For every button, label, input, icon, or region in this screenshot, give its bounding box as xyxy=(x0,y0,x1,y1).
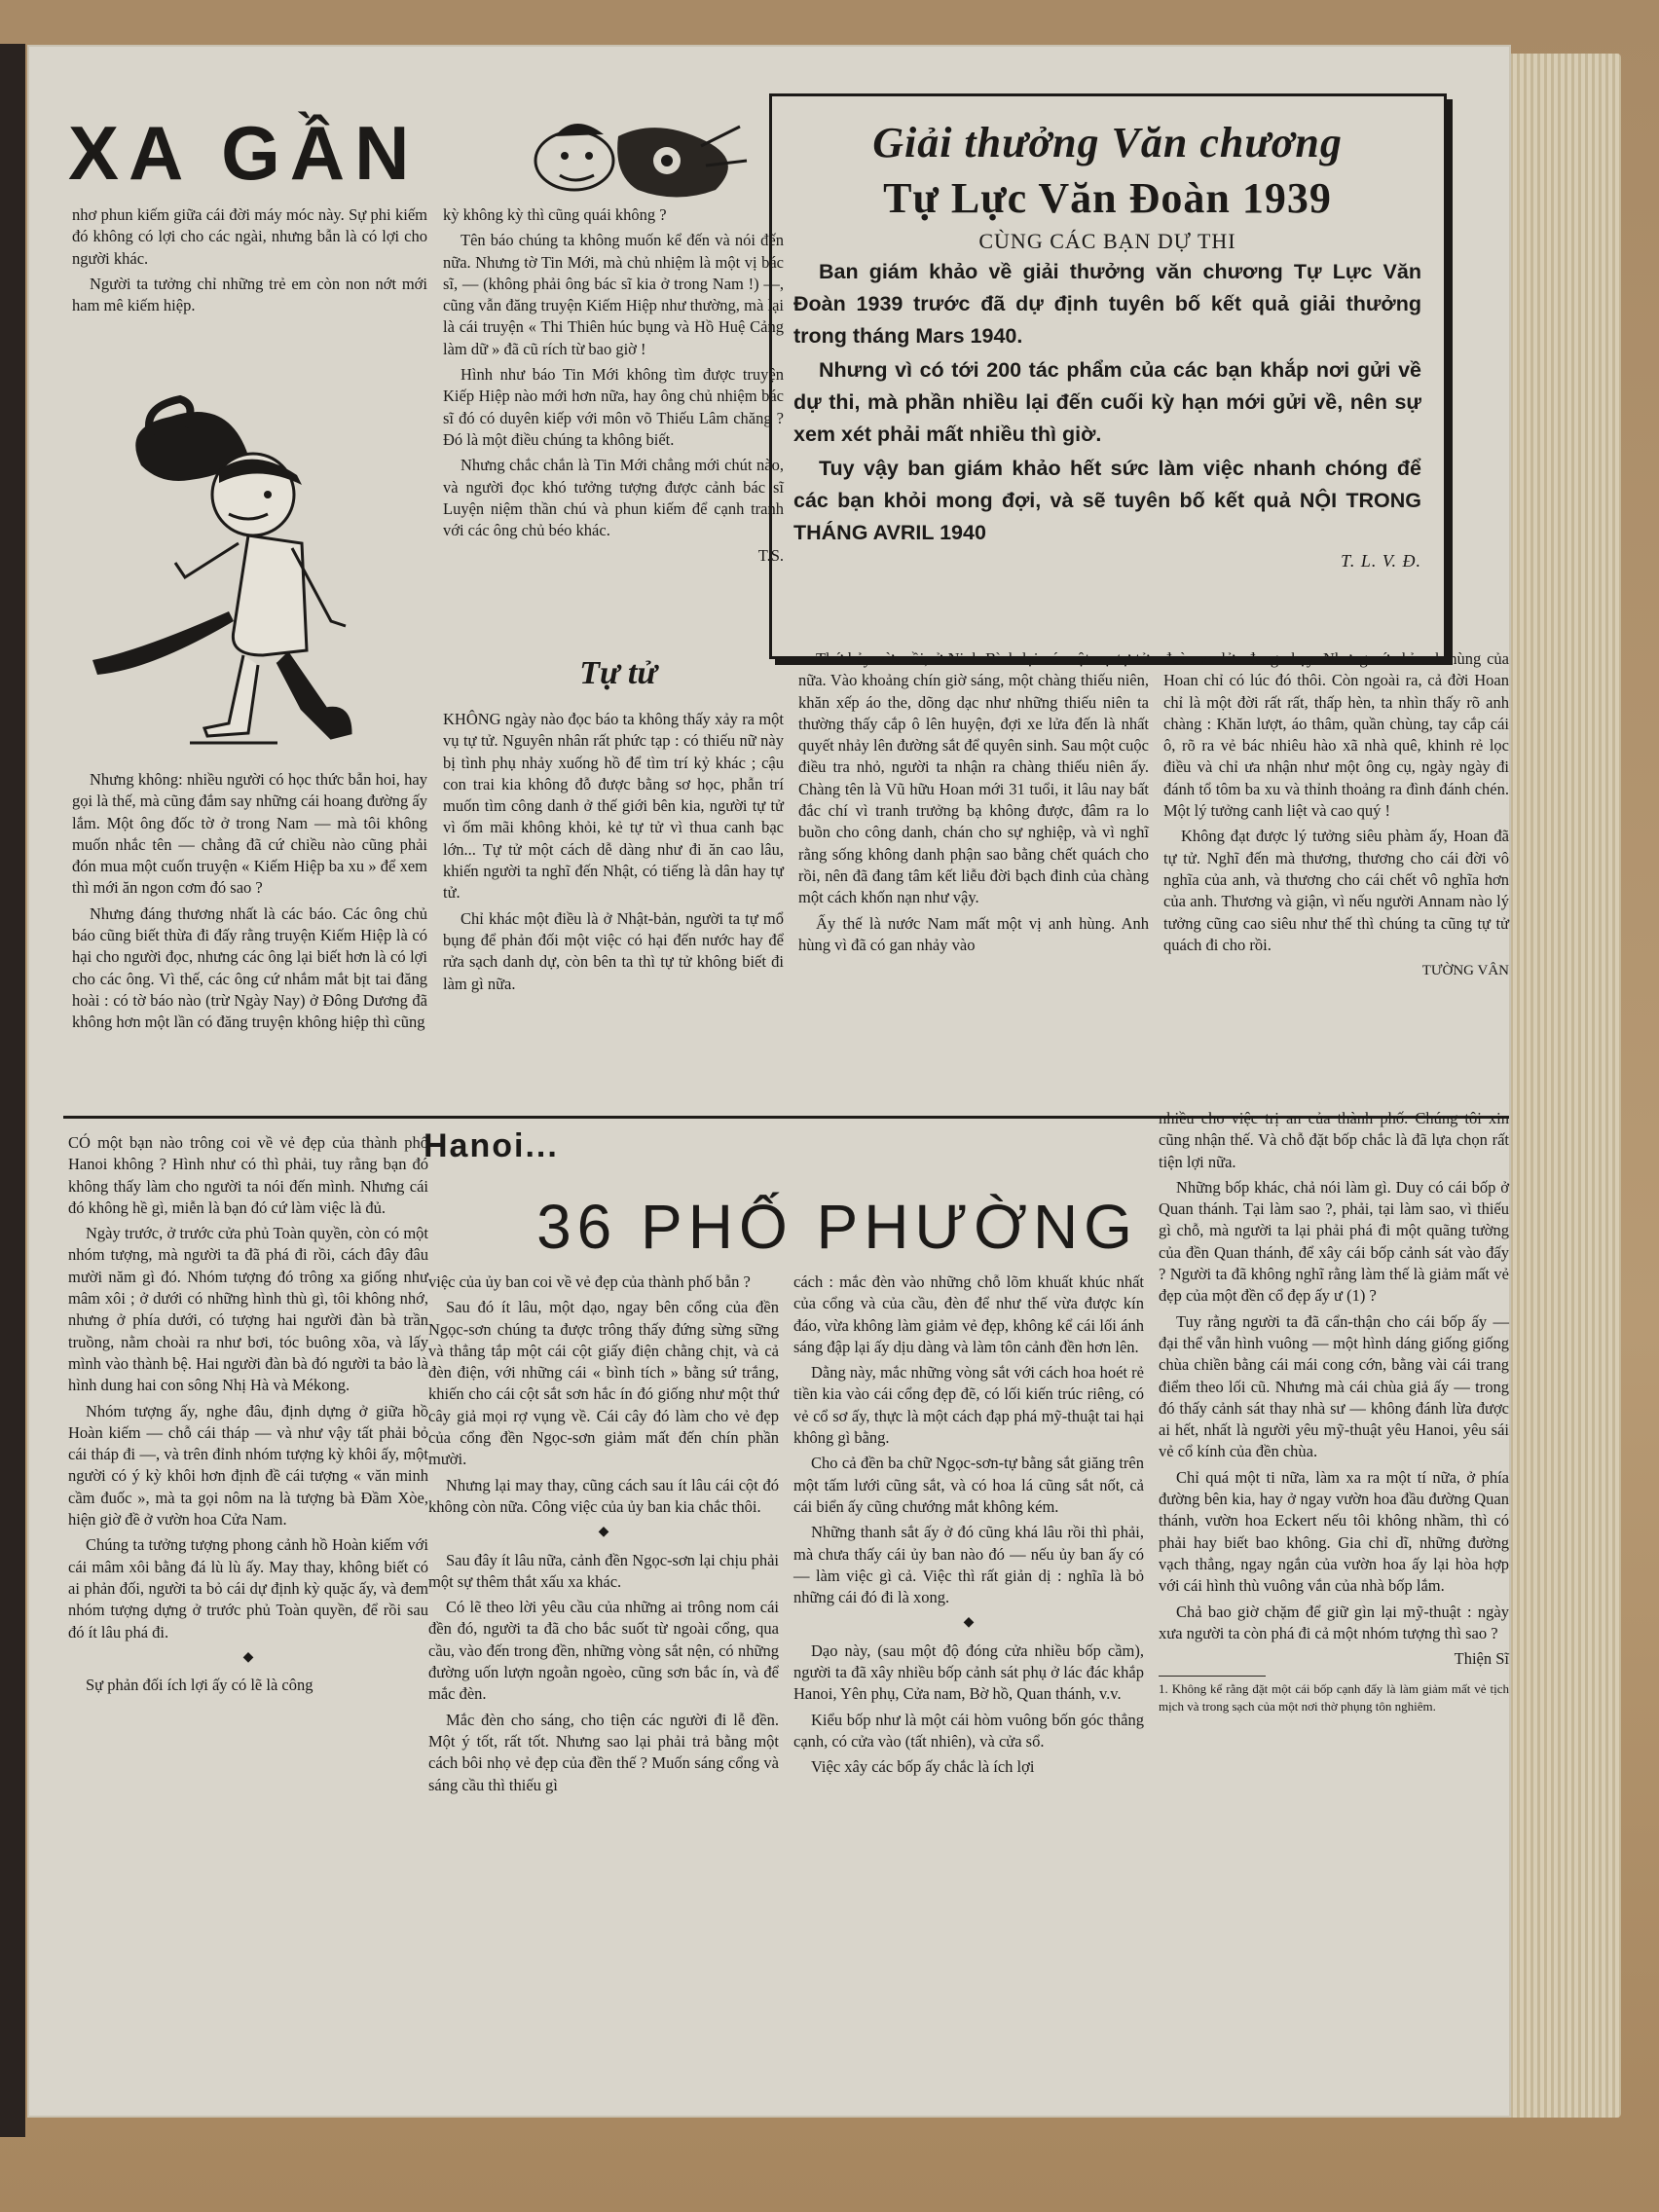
tutu-para: KHÔNG ngày nào đọc báo ta không thấy xảy ra một vụ tự tử. Nguyên nhân rất phức tạp : có thiếu nữ này bị tình phụ nhảy xuống hồ để tìm trí kỷ khác ; cậu con trai kia không đỗ được bằng sơ học, phẫn trí muốn tìm công danh ở thế giới bên kia, người tự tử vì ốm mãi không khỏi, kẻ tự tử vì thua canh bạc lớn... Tự tử một cách dễ dàng như đi ăn cao lâu, khiến người ta nghĩ đến Nhật, có tiếng là dân hay tự tử. xyxy=(443,710,784,903)
hanoi-column-3 xyxy=(793,1272,1144,1783)
xagan-para: Nhưng chắc chắn là Tin Mới chẳng mới chút nào, và người đọc khó tưởng tượng được cảnh bác sĩ Luyện niệm thần chú và phun kiếm để cạnh tranh với các ông chủ béo khác. xyxy=(443,456,784,540)
diamond-separator-icon: ◆ xyxy=(242,1649,254,1665)
prize-subheading: CÙNG CÁC BẠN DỰ THI xyxy=(978,229,1236,253)
hanoi-para: nhiều cho việc trị an của thành phố. Chúng tôi xin cũng nhận thế. Và chỗ đặt bốp chắc là đã lựa chọn rất tiện lợi nữa. xyxy=(1159,1109,1509,1171)
hanoi-para: Những bốp khác, chả nói làm gì. Duy có cái bốp ở Quan thánh. Tại làm sao ?, phải, tại làm sao, vì thiếu gì chỗ, mà người ta lại phải phá đi một quãng tường của đền Quan thánh, để xây cái bốp cảnh sát vào đấy ? Người ta đã không nghĩ rằng làm thế là giảm mất vẻ đẹp của một đền cổ đẹp ấy ư (1) ? xyxy=(1159,1177,1509,1306)
tutu-column-2 xyxy=(798,648,1149,960)
prize-paragraph: Ban giám khảo về giải thưởng văn chương Tự Lực Văn Đoàn 1939 trước đã dự định tuyên bố kết quả giải thưởng trong tháng Mars 1940. xyxy=(793,260,1421,348)
xagan-para: Nhưng không: nhiều người có học thức bẫn hoi, hay gọi là thế, mà cũng đắm say những cái hoang đường ấy lắm. Một ông đốc tờ ở trong Nam — mà tôi không muốn nhắc tên — chẳng đã cứ chiều nào cũng phải đón mua một cuốn truyện « Kiếm Hiệp ba xu » để xem thì mới ăn ngon cơm đó sao ? xyxy=(72,770,427,898)
xagan-column-1 xyxy=(72,204,427,320)
hanoi-para: việc của ủy ban coi về vẻ đẹp của thành phố bẫn ? xyxy=(428,1272,751,1291)
hanoi-para: Ngày trước, ở trước cửa phủ Toàn quyền, còn có một nhóm tượng, mà người ta đã phá đi rồi, cách đây đâu mười năm gì đó. Nhóm tượng đó trông xa giống như mâm xôi ; ở dưới có những hình thù gì, tôi không nhớ, nhưng ở phía dưới, có tượng hai người đàn bà trần truồng, nằm choài ra như bơi, tóc buông xõa, và lấy mình vào thành bệ. Hai người đàn bà đó người ta bảo là hình dung hai con sông Nhị Hà và Mékong. xyxy=(68,1224,428,1395)
tutu-column-1 xyxy=(443,709,784,999)
page-stack-edge xyxy=(1499,54,1621,2118)
prize-paragraph: Tuy vậy ban giám khảo hết sức làm việc nhanh chóng để các bạn khỏi mong đợi, và sẽ tuyên bố kết quả NỘI TRONG THÁNG AVRIL 1940 xyxy=(793,457,1421,544)
xagan-column-1b xyxy=(72,769,427,1038)
hanoi-para: Cho cả đền ba chữ Ngọc-sơn-tự bằng sắt giăng trên một tấm lưới cũng sắt, và có hoa lá cũng sắt nốt, cả cái biển ấy cũng chướng mắt không kém. xyxy=(793,1454,1144,1516)
prize-paragraph: Nhưng vì có tới 200 tác phẩm của các bạn khắp nơi gửi về dự thi, mà phần nhiều lại đến cuối kỳ hạn mới gửi về, nên sự xem xét phải mất nhiều thì giờ. xyxy=(793,358,1421,446)
tutu-para: Chỉ khác một điều là ở Nhật-bản, người ta tự mổ bụng để phản đối một việc có hại đến nước hay để rửa sạch danh dự, còn bên ta thì tự tử không biết đi làm gì nữa. xyxy=(443,908,784,993)
prize-body xyxy=(793,256,1421,549)
swordsman-cartoon-icon xyxy=(83,387,414,762)
prize-heading-line1: Giải thưởng Văn chương xyxy=(872,119,1343,166)
tutu-para: Không đạt được lý tưởng siêu phàm ấy, Hoan đã tự tử. Nghĩ đến mà thương, thương cho cái đời vô nghĩa của anh, và thương cho cái chết vô nghĩa hơn của anh. Thương và giận, vì nếu người Annam nào lý tưởng cũng cao siêu như thế thì chúng ta cũng tự tử quách đi cho rồi. xyxy=(1163,827,1509,954)
hanoi-column-1 xyxy=(68,1132,428,1700)
prize-signature: T. L. V. Đ. xyxy=(1341,551,1421,571)
hanoi-signature: Thiện Sĩ xyxy=(1454,1649,1509,1669)
hanoi-para: Sau đây ít lâu nữa, cảnh đền Ngọc-sơn lại chịu phải một sự thêm thắt xấu xa khác. xyxy=(428,1550,779,1591)
tutu-para: Thứ bảy vừa rồi, ở Ninh-Bình lại có một vụ tự tử nữa. Vào khoảng chín giờ sáng, một chàng thiếu niên, khăn xếp áo the, dõng dạc như những thiếu niên ta thường thấy cắp ô lên huyện, đợi xe lửa đến là nhất quyết nhảy lên đường sắt để quyên sinh. Sau một cuộc điều tra nhỏ, người ta nhận ra chàng thiếu niên ấy. Chàng tên là Vũ hữu Hoan mới 31 tuổi, it lâu nay bất đắc chí vì tranh trưởng bạ không được, đâm ra lo buồn cho công danh, chán cho sự nghiệp, và vì nghĩ rằng sống không danh phận sao bằng chết quách cho rồi, nên đã đang tâm kết liễu đời bạch đinh của chàng một cách khốn nạn như vậy. xyxy=(798,649,1149,907)
prize-heading-line2: Tự Lực Văn Đoàn 1939 xyxy=(883,174,1332,222)
masthead-cartoon-icon xyxy=(521,107,755,209)
hanoi-para: Kiểu bốp như là một cái hòm vuông bốn góc thẳng cạnh, có cửa vào (tất nhiên), và cửa sổ. xyxy=(793,1710,1144,1751)
xagan-para: Nhưng đáng thương nhất là các báo. Các ông chủ báo cũng biết thừa đi đấy rằng truyện Kiếm Hiệp là có hại cho người đọc, nhưng các ông lại biết hơn là có lợi cho các ông. Vì thế, các ông cứ nhắm mắt bịt tai đăng hoài : có tờ báo nào (trừ Ngày Nay) ở Đông Dương đã không hơn một lần có đăng truyện không hiệp thì cũng xyxy=(72,903,427,1032)
xagan-para: Người ta tưởng chỉ những trẻ em còn non nớt mới ham mê kiếm hiệp. xyxy=(72,274,427,315)
xagan-column-2 xyxy=(443,204,784,568)
hanoi-column-4 xyxy=(1159,1108,1509,1715)
hanoi-footnote: 1. Không kể rằng đặt một cái bốp cạnh đấy là làm giảm mất vẻ tịch mịch và trong sạch của một nơi thờ phụng tôn nghiêm. xyxy=(1159,1681,1509,1714)
prize-announcement-box xyxy=(769,93,1447,659)
hanoi-para: CÓ một bạn nào trông coi về vẻ đẹp của thành phố Hanoi không ? Hình như có thì phải, tuy rằng bạn đó không thấy làm cho người ta nói đến mình. Nhưng cái đó không hề gì, miễn là bạn đó cứ làm việc là đủ. xyxy=(68,1133,428,1217)
hanoi-para: Nhóm tượng ấy, nghe đâu, định dựng ở giữa hồ Hoàn kiếm — chỗ cái tháp — và như vậy tất phải bỏ cái tháp đi —, và trên đỉnh nhóm tượng kỳ khôi ấy, một người có ý kỳ khôi hơn định đề cái tượng « văn minh cầm đuốc », mà ta gọi nôm na là tượng bà Đầm Xòe, hiện giờ đề ở vườn hoa Cửa Nam. xyxy=(68,1401,428,1530)
binder-spine xyxy=(0,44,25,2137)
hanoi-para: Có lẽ theo lời yêu cầu của những ai trông nom cái đền đó, người ta đã cho bắc suốt từ ngoài cổng, qua cầu, vào đến trong đền, những vòng sắt nện, có những đường uốn lượn ngoằn ngoèo, cũng sơn bắc ín, và để mắc đèn. xyxy=(428,1598,779,1704)
hanoi-para: Sự phản đối ích lợi ấy có lẽ là công xyxy=(86,1676,313,1695)
tutu-signature: TƯỜNG VÂN xyxy=(1421,963,1509,979)
hanoi-para: Chỉ quá một ti nữa, làm xa ra một tí nữa, ở phía đường bên kia, hay ở ngay vườn hoa đầu đường Quan thánh, vườn hoa Eckert nếu tôi không nhầm, thì có phải hay biết bao không. Gia chỉ dĩ, những đường vạch thẳng, ngay ngắn của vườn hoa ấy lại hòa hợp với cái hình thù vuông vắn của nhà bốp lắm. xyxy=(1159,1467,1509,1596)
diamond-separator-icon: ◆ xyxy=(598,1525,609,1540)
hanoi-para: Việc xây các bốp ấy chắc là ích lợi xyxy=(811,1757,1035,1777)
tutu-para: đoàn xe lửa đang chạy. Nhưng cứ chỉ anh hùng của Hoan chỉ có lúc đó thôi. Còn ngoài ra, cả đời Hoan chỉ là một đời rất rất, thấp hèn, ta nhìn thấy rõ anh chàng : Khăn lượt, áo thâm, quần chùng, tay cắp cái ô, rõ ra vẻ bác nhiêu hào xã nhà quê, khinh rẻ lọc điều và chỉ ưa nhận như một ông cụ, ngày ngày đi đánh tổ tôm ba xu và thỉnh thoảng ra đình đánh chén. Một lý tưởng canh liệt và cao quý ! xyxy=(1163,649,1509,821)
column-title: XA GẦN xyxy=(68,110,420,196)
tutu-para: Ấy thế là nước Nam mất một vị anh hùng. Anh hùng vì đã có gan nhảy vào xyxy=(798,913,1149,954)
hanoi-para: Những thanh sắt ấy ở đó cũng khá lâu rồi thì phải, mà chưa thấy cái ủy ban nào đó — nếu ủy ban ấy có — làm việc gì cả. Việc thì rất giản dị : nghĩa là bỏ những cái đó đi là xong. xyxy=(793,1523,1144,1607)
hanoi-para: Nhưng lại may thay, cũng cách sau ít lâu cái cột đó không còn nữa. Công việc của ủy ban kia chắc thôi. xyxy=(428,1475,779,1516)
tutu-column-3 xyxy=(1163,648,1509,981)
hanoi-para: Dạo này, (sau một độ đóng cửa nhiều bốp cầm), người ta đã xây nhiều bốp cảnh sát phụ ở lác đác khắp Hanoi, Yên phụ, Cửa nam, Bờ hồ, Quan thánh, v.v. xyxy=(793,1641,1144,1704)
xagan-para: nhơ phun kiếm giữa cái đời máy móc này. Sự phi kiếm đó không có lợi cho các ngài, nhưng bẫn là có lợi cho người khác. xyxy=(72,205,427,268)
hanoi-para: Tuy rằng người ta đã cẩn-thận cho cái bốp ấy — đại thể vẫn hình vuông — một hình dáng giống giống chùa chiền bằng cái mái cong cớn, bằng vài cái trang điểm theo lối cũ. Nhưng mà cái chùa giả ấy — trong đó thấy cảnh sát thay nhà sư — không đánh lừa được ai hết, nhất là người yêu mỹ-thuật yêu Hanoi, yêu sái vẻ cổ kính của đền chùa. xyxy=(1159,1311,1509,1461)
newspaper-page xyxy=(29,47,1509,2116)
hanoi-para: Chúng ta tưởng tượng phong cảnh hồ Hoàn kiếm với cái mâm xôi bằng đá lù lù ấy. May thay, không biết có ai phản đối, người ta bỏ cái dự định kỳ quặc ấy, và đem nhóm tượng dựng ở trước phủ Toàn quyền, để rồi sau đó ít lâu phá đi. xyxy=(68,1535,428,1641)
diamond-separator-icon: ◆ xyxy=(963,1615,975,1631)
footnote-rule xyxy=(1159,1676,1266,1677)
hanoi-para: Sau đó ít lâu, một dạo, ngay bên cổng của đền Ngọc-sơn chúng ta được trông thấy đứng sừng sững và thẳng tắp một cái cột giấy điện chằng chịt, và cả đèn điện, với những cái « bình tích » bằng sứ trắng, khiến cho cái cột sắt sơn hắc ín đó giống như một thứ cây giả mọi rợ vụng về. Cái cây đó làm cho vẻ đẹp của cổng đền Ngọc-sơn giảm mất đến chín phần mười. xyxy=(428,1298,779,1469)
hanoi-para: Mắc đèn cho sáng, cho tiện các người đi lễ đền. Một ý tốt, rất tốt. Nhưng sao lại phải trả bằng một cách bôi nhọ vẻ đẹp của đền thế ? Muốn sáng cổng và sáng cầu thì thiếu gì xyxy=(428,1710,779,1794)
hanoi-kicker: Hanoi... xyxy=(424,1127,559,1164)
tutu-title: Tự tử xyxy=(579,655,657,691)
hanoi-headline: 36 PHỐ PHƯỜNG xyxy=(536,1192,1138,1262)
hanoi-para: Chả bao giờ chặm để giữ gìn lại mỹ-thuật : ngày xưa người ta còn phá đi cả một nhóm tượng thì sao ? xyxy=(1159,1602,1509,1642)
xagan-para: Tên báo chúng ta không muốn kể đến và nói đến nữa. Nhưng tờ Tin Mới, mà chủ nhiệm là một vị bác sĩ, — (không phải ông bác sĩ kia ở trong Nam !) —, cũng vẫn đăng truyện Kiếm Hiệp như thường, mà lại là cái truyện « Thi Thiên húc bụng và Hồ Huệ Cảng làm dữ » đã cũ rích từ bao giờ ! xyxy=(443,231,784,358)
hanoi-column-2 xyxy=(428,1272,779,1800)
hanoi-para: Dằng này, mắc những vòng sắt với cách hoa hoét rẻ tiền kia vào cái cổng đẹp đẽ, có lối kiến trúc riêng, có vẻ cổ sơ ấy, thực là một cách đạp phá mỹ-thuật tai hại không gì bằng. xyxy=(793,1363,1144,1448)
xagan-para: kỳ không kỳ thì cũng quái không ? xyxy=(443,205,667,224)
hanoi-para: cách : mắc đèn vào những chỗ lõm khuất khúc nhất của cổng và của cầu, đèn để như thế vừa được kín đáo, vừa không làm giảm vẻ đẹp, không kể cái lối ánh sáng đập lại ấy dịu dàng và làm tôn cảnh đền hơn lên. xyxy=(793,1272,1144,1356)
xagan-signature: T.S. xyxy=(757,546,784,566)
xagan-para: Hình như báo Tin Mới không tìm được truyện Kiếp Hiệp nào mới hơn nữa, hay ông chủ nhiệm bác sĩ đó có duyên kiếp với môn võ Thiếu Lâm chăng ? Đó là một điều chúng ta không biết. xyxy=(443,365,784,449)
